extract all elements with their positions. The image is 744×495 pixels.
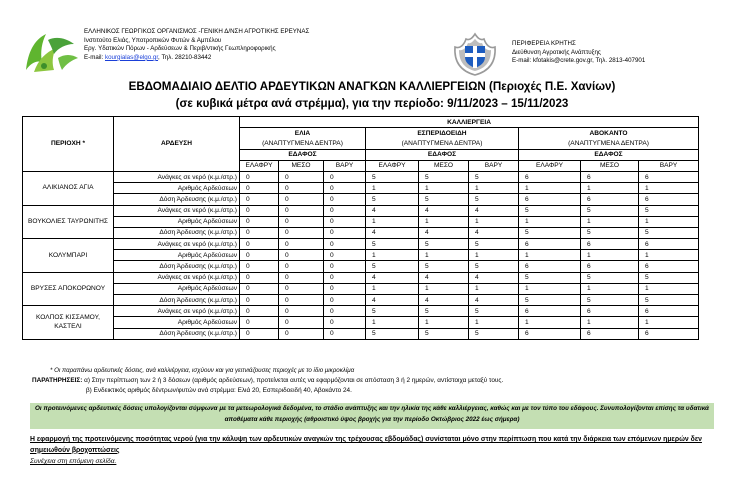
table-row [23,295,699,306]
irrigation-metric-label: Δόση Άρδευσης (κ.μ./στρ.) [114,261,240,272]
value-cell: 0 [279,227,324,238]
value-cell: 1 [639,183,699,194]
value-cell: 4 [366,227,419,238]
value-cell: 5 [639,295,699,306]
value-cell: 0 [240,183,279,194]
elgo-contact [84,28,309,62]
remark-b: β) Ενδεικτικός αριθμός δέντρων/φυτών ανά στρέμμα: Ελιά 20, Εσπεριδοειδή 40, Αβοκάντο 24. [86,387,352,394]
value-cell: 0 [324,272,366,283]
value-cell: 0 [324,317,366,328]
value-cell: 1 [469,183,519,194]
value-cell: 5 [366,239,419,250]
value-cell: 0 [279,171,324,182]
value-cell: 6 [639,194,699,205]
value-cell: 1 [581,183,639,194]
remarks [32,376,503,396]
irrigation-metric-label: Αριθμός Αρδεύσεων [114,183,240,194]
value-cell: 6 [639,306,699,317]
elgo-email-line [84,54,309,63]
value-cell: 5 [366,306,419,317]
region-rows [23,171,699,339]
value-cell: 5 [469,171,519,182]
value-cell: 0 [324,328,366,339]
value-cell: 1 [581,317,639,328]
elgo-phone: , Τηλ. 28210-83442 [158,53,212,61]
crop-olive-sub: (ΑΝΑΠΤΥΓΜΕΝΑ ΔΕΝΤΡΑ) [240,138,366,149]
value-cell: 0 [240,227,279,238]
table-row [23,250,699,261]
value-cell: 4 [366,295,419,306]
value-cell: 1 [519,216,581,227]
value-cell: 4 [469,295,519,306]
value-cell: 1 [366,183,419,194]
value-cell: 5 [469,239,519,250]
irrigation-metric-label: Δόση Άρδευσης (κ.μ./στρ.) [114,227,240,238]
elgo-email-link[interactable]: kourgialas@elgo.gr [104,53,159,61]
value-cell: 5 [581,295,639,306]
value-cell: 0 [240,250,279,261]
value-cell: 5 [581,205,639,216]
table-row [23,227,699,238]
table-row [23,171,699,182]
value-cell: 0 [324,183,366,194]
value-cell: 5 [581,227,639,238]
value-cell: 5 [419,171,469,182]
value-cell: 0 [279,317,324,328]
soil-label-olive: ΕΔΑΦΟΣ [240,149,366,160]
value-cell: 4 [419,272,469,283]
value-cell: 5 [366,194,419,205]
value-cell: 1 [519,283,581,294]
value-cell: 1 [366,250,419,261]
value-cell: 0 [240,205,279,216]
value-cell: 5 [419,239,469,250]
elgo-line-1: ΕΛΛΗΝΙΚΟΣ ΓΕΩΡΓΙΚΟΣ ΟΡΓΑΝΙΣΜΟΣ -ΓΕΝΙΚΗ Δ/ΝΣΗ ΑΓΡΟΤΙΚΗΣ ΕΡΕΥΝΑΣ [84,28,310,35]
value-cell: 5 [469,261,519,272]
value-cell: 0 [324,295,366,306]
soil-heavy: ΒΑΡΥ [639,160,699,171]
value-cell: 4 [469,272,519,283]
elgo-line-2: Ινστιτούτο Ελιάς, Υποτροπικών Φυτών & Αμπέλου [84,36,222,44]
soil-medium: ΜΕΣΟ [419,160,469,171]
table-row [23,261,699,272]
value-cell: 0 [279,261,324,272]
value-cell: 1 [469,317,519,328]
value-cell: 6 [581,261,639,272]
value-cell: 6 [581,194,639,205]
value-cell: 0 [279,216,324,227]
value-cell: 1 [639,216,699,227]
value-cell: 0 [240,328,279,339]
value-cell: 5 [419,328,469,339]
elgo-line-3: Εργ. Υδατικών Πόρων - Αρδεύσεων & Περιβ/ντικής Γεωπληροφορικής [84,45,276,53]
irrigation-table [22,116,699,340]
value-cell: 5 [519,227,581,238]
soil-light: ΕΛΑΦΡΥ [366,160,419,171]
page-subtitle: (σε κυβικά μέτρα ανά στρέμμα), για την περίοδο: 9/11/2023 – 15/11/2023 [175,97,569,110]
irrigation-metric-label: Ανάγκες σε νερό (κ.μ./στρ.) [114,306,240,317]
region-name-cell: ΚΟΛΠΟΣ ΚΙΣΣΑΜΟΥ, ΚΑΣΤΕΛΙ [23,306,114,340]
value-cell: 0 [240,194,279,205]
value-cell: 0 [279,239,324,250]
header-right [512,40,645,66]
value-cell: 4 [419,205,469,216]
greek-emblem-icon [452,31,498,77]
value-cell: 0 [240,306,279,317]
value-cell: 1 [366,317,419,328]
value-cell: 0 [324,216,366,227]
value-cell: 1 [469,283,519,294]
value-cell: 4 [469,227,519,238]
value-cell: 6 [581,239,639,250]
table-row [23,194,699,205]
value-cell: 0 [279,205,324,216]
table-row [23,328,699,339]
value-cell: 0 [279,194,324,205]
value-cell: 0 [324,239,366,250]
irrigation-metric-label: Δόση Άρδευσης (κ.μ./στρ.) [114,328,240,339]
crop-avocado: ΑΒΟΚΑΝΤΟ [519,128,699,139]
value-cell: 5 [366,328,419,339]
value-cell: 4 [366,272,419,283]
value-cell: 0 [324,250,366,261]
irrigation-metric-label: Ανάγκες σε νερό (κ.μ./στρ.) [114,205,240,216]
region-name-cell: ΑΛΙΚΙΑΝΟΣ ΑΓΙΑ [23,171,114,205]
value-cell: 0 [279,295,324,306]
value-cell: 1 [581,283,639,294]
soil-label-citrus: ΕΔΑΦΟΣ [366,149,519,160]
email-label: E-mail: [84,53,105,61]
value-cell: 5 [469,328,519,339]
value-cell: 5 [639,205,699,216]
region-name-cell: ΒΟΥΚΟΛΙΕΣ ΤΑΥΡΩΝΙΤΗΣ [23,205,114,239]
value-cell: 0 [324,283,366,294]
value-cell: 0 [324,205,366,216]
value-cell: 5 [419,306,469,317]
value-cell: 1 [639,250,699,261]
value-cell: 1 [366,216,419,227]
value-cell: 1 [419,283,469,294]
value-cell: 1 [419,250,469,261]
soil-heavy: ΒΑΡΥ [324,160,366,171]
value-cell: 0 [324,306,366,317]
value-cell: 5 [581,272,639,283]
value-cell: 0 [240,171,279,182]
value-cell: 0 [240,317,279,328]
value-cell: 6 [519,261,581,272]
value-cell: 6 [639,328,699,339]
value-cell: 0 [324,261,366,272]
header-region: ΠΕΡΙΟΧΗ * [23,117,114,172]
value-cell: 1 [581,216,639,227]
green-note: Οι προτεινόμενες αρδευτικές δόσεις υπολογίζονται σύμφωνα με τα μετεωρολογικά δεδομένα, το στάδιο ανάπτυξης και την ηλικία της κάθε καλλιέργειας, καθώς και με τον τύπο του εδάφους. Συνυπολογίζονται επίσης τα υδατικά αποθέματα κάθε περιοχής (αθροιστικό ύψος βροχής για την περίοδο Οκτώβριος 2022 έως σήμερα) [30,403,714,429]
value-cell: 0 [279,306,324,317]
value-cell: 6 [519,306,581,317]
value-cell: 4 [419,227,469,238]
soil-medium: ΜΕΣΟ [581,160,639,171]
directorate: Διεύθυνση Αγροτικής Ανάπτυξης [512,48,601,56]
value-cell: 6 [639,239,699,250]
crop-citrus-sub: (ΑΝΑΠΤΥΓΜΕΝΑ ΔΕΝΤΡΑ) [366,138,519,149]
header-row-crops [23,117,699,128]
value-cell: 0 [240,239,279,250]
irrigation-metric-label: Ανάγκες σε νερό (κ.μ./στρ.) [114,272,240,283]
irrigation-metric-label: Ανάγκες σε νερό (κ.μ./στρ.) [114,171,240,182]
value-cell: 0 [279,283,324,294]
crop-avocado-sub: (ΑΝΑΠΤΥΓΜΕΝΑ ΔΕΝΤΡΑ) [519,138,699,149]
value-cell: 5 [639,227,699,238]
value-cell: 1 [469,250,519,261]
header-irrigation: ΑΡΔΕΥΣΗ [114,117,240,172]
table-row [23,306,699,317]
irrigation-metric-label: Αριθμός Αρδεύσεων [114,317,240,328]
value-cell: 5 [419,194,469,205]
value-cell: 6 [581,328,639,339]
region-name-cell: ΒΡΥΣΕΣ ΑΠΟΚΟΡΩΝΟΥ [23,272,114,306]
value-cell: 6 [519,239,581,250]
value-cell: 6 [519,328,581,339]
value-cell: 5 [519,295,581,306]
value-cell: 1 [519,183,581,194]
remarks-label: ΠΑΡΑΤΗΡΗΣΕΙΣ: [32,377,83,384]
value-cell: 0 [279,328,324,339]
irrigation-metric-label: Αριθμός Αρδεύσεων [114,283,240,294]
value-cell: 5 [639,272,699,283]
value-cell: 5 [419,261,469,272]
value-cell: 1 [469,216,519,227]
soil-heavy: ΒΑΡΥ [469,160,519,171]
soil-light: ΕΛΑΦΡΥ [519,160,581,171]
soil-medium: ΜΕΣΟ [279,160,324,171]
crop-olive: ΕΛΙΑ [240,128,366,139]
page-title: ΕΒΔΟΜΑΔΙΑΙΟ ΔΕΛΤΙΟ ΑΡΔΕΥΤΙΚΩΝ ΑΝΑΓΚΩΝ ΚΑΛΛΙΕΡΓΕΙΩΝ (Περιοχές Π.Ε. Χανίων) [128,80,616,93]
value-cell: 0 [240,261,279,272]
value-cell: 6 [519,171,581,182]
table-row [23,239,699,250]
value-cell: 0 [240,283,279,294]
value-cell: 6 [519,194,581,205]
bottom-note: Η εφαρμογή της προτεινόμενης ποσότητας νερού (για την κάλυψη των αρδευτικών αναγκών της τρέχουσας εβδομάδας) συνίσταται μόνο στην περίπτωση που κατά την διάρκεια των επόμενων ημερών δεν σημειωθούν βροχοπτώσεις [30,436,702,454]
value-cell: 5 [519,272,581,283]
crop-citrus: ΕΣΠΕΡΙΔΟΕΙΔΗ [366,128,519,139]
irrigation-metric-label: Ανάγκες σε νερό (κ.μ./στρ.) [114,239,240,250]
irrigation-metric-label: Δόση Άρδευσης (κ.μ./στρ.) [114,295,240,306]
value-cell: 1 [419,216,469,227]
value-cell: 1 [519,250,581,261]
value-cell: 0 [279,272,324,283]
value-cell: 0 [240,295,279,306]
value-cell: 1 [581,250,639,261]
value-cell: 5 [469,306,519,317]
value-cell: 1 [639,283,699,294]
value-cell: 0 [240,216,279,227]
value-cell: 5 [366,171,419,182]
region-contact: E-mail: kfotakis@crete.gov.gr, Τηλ. 2813-407901 [512,57,646,65]
value-cell: 0 [324,194,366,205]
irrigation-metric-label: Αριθμός Αρδεύσεων [114,250,240,261]
footnote: * Οι παραπάνω αρδευτικές δόσεις, ανά καλλιέργεια, ισχύουν και για γειτνιάζουσες περιοχές με το ίδιο μικροκλίμα [50,367,355,374]
table-row [23,216,699,227]
value-cell: 5 [366,261,419,272]
value-cell: 5 [519,205,581,216]
table-row [23,283,699,294]
value-cell: 0 [279,250,324,261]
header-crops: ΚΑΛΛΙΕΡΓΕΙΑ [240,117,699,128]
irrigation-metric-label: Δόση Άρδευσης (κ.μ./στρ.) [114,194,240,205]
elgo-logo-icon [20,30,80,74]
header-left [20,28,350,78]
value-cell: 6 [581,306,639,317]
value-cell: 4 [419,295,469,306]
irrigation-metric-label: Αριθμός Αρδεύσεων [114,216,240,227]
table-row [23,272,699,283]
value-cell: 1 [519,317,581,328]
value-cell: 0 [324,227,366,238]
value-cell: 6 [639,261,699,272]
value-cell: 4 [469,205,519,216]
soil-label-avocado: ΕΔΑΦΟΣ [519,149,699,160]
value-cell: 0 [324,171,366,182]
value-cell: 5 [469,194,519,205]
value-cell: 4 [366,205,419,216]
value-cell: 6 [581,171,639,182]
value-cell: 1 [366,283,419,294]
value-cell: 1 [639,317,699,328]
table-row [23,183,699,194]
soil-light: ΕΛΑΦΡΥ [240,160,279,171]
value-cell: 1 [419,317,469,328]
remark-a: α) Στην περίπτωση των 2 ή 3 δόσεων (αριθμός αρδεύσεων), προτείνεται αυτές να εφαρμόζονται σε απόσταση 3 ή 2 ημερών, αντίστοιχα μεταξύ τους. [82,377,504,384]
region-name-cell: ΚΟΛΥΜΠΑΡΙ [23,239,114,273]
region-name: ΠΕΡΙΦΕΡΕΙΑ ΚΡΗΤΗΣ [512,40,576,47]
value-cell: 1 [419,183,469,194]
table-row [23,317,699,328]
table-row [23,205,699,216]
value-cell: 0 [279,183,324,194]
value-cell: 0 [240,272,279,283]
continue-note: Συνέχεια στη επόμενη σελίδα. [30,458,117,465]
remark-a-line [32,376,503,386]
value-cell: 6 [639,171,699,182]
